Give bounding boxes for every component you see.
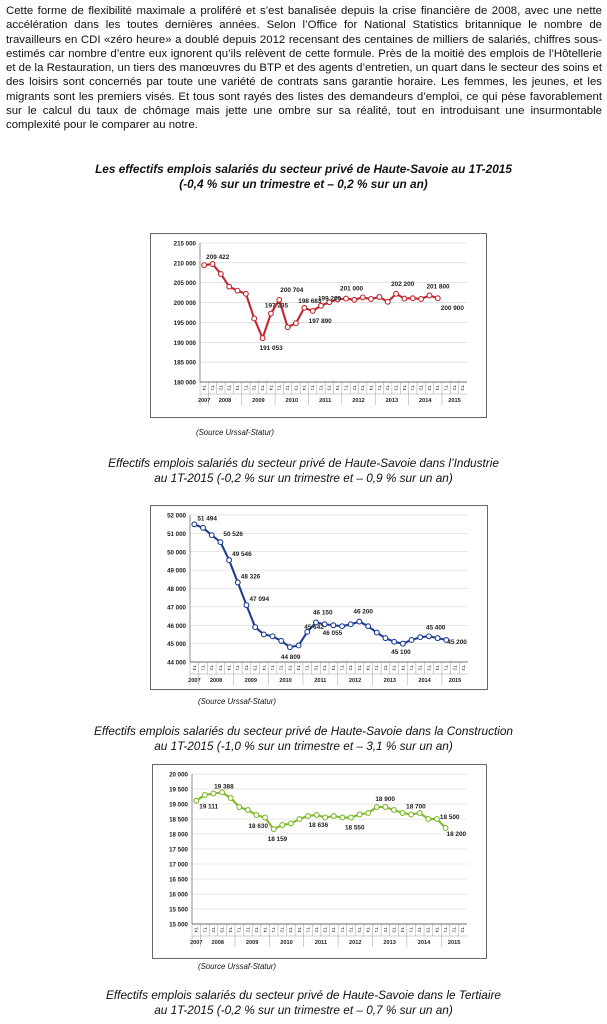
data-label: 18 700 [406,803,426,811]
x-tick-label: T4 [367,385,373,391]
x-tick-label: T1 [441,927,447,933]
x-tick-label: T1 [199,665,205,671]
source-note-industrie: (Source Urssaf-Statur) [198,697,276,706]
x-tick-label: T3 [390,665,396,671]
data-point [366,811,371,816]
year-label: 2010 [280,940,293,946]
data-point [348,622,353,627]
y-tick-label: 44 000 [167,659,186,667]
data-point [253,625,258,630]
y-tick-label: 48 000 [167,586,186,593]
data-point [302,305,307,310]
y-tick-label: 16 500 [169,876,188,884]
x-tick-label: T4 [334,385,340,391]
data-point [237,805,242,810]
data-point [427,634,432,639]
x-tick-label: T3 [292,385,298,391]
data-label: 200 900 [440,305,464,313]
data-point [340,624,345,629]
x-tick-label: T4 [260,665,266,671]
data-label: 18 900 [375,796,395,803]
data-label: 18 200 [446,831,467,838]
data-point [435,636,440,641]
chart-total [150,233,487,418]
x-tick-label: T3 [459,385,465,391]
y-tick-label: 50 000 [167,549,186,557]
data-point [261,632,266,637]
data-point [418,635,423,640]
x-tick-label: T3 [286,665,292,671]
data-point [254,813,259,818]
data-point [360,295,365,300]
data-point [443,826,448,831]
year-label: 2012 [348,678,362,684]
y-tick-label: 16 000 [169,891,188,899]
data-point [235,580,240,585]
data-point [270,634,275,639]
data-point [377,295,382,300]
x-tick-label: T1 [407,665,413,671]
data-point [277,297,282,302]
x-tick-label: T2 [312,665,318,671]
x-tick-label: T4 [329,665,335,671]
x-tick-label: T3 [355,927,361,933]
data-point [228,796,233,801]
x-tick-label: T1 [208,385,214,391]
article-paragraph: Cette forme de flexibilité maximale a proliféré et s’est banalisée depuis la crise financière de 2008, avec une nette accélération dans les toutes dernières années. Selon l’Office for National Statistics britannique le nombre de travailleurs en CDI «zéro heure» a doublé depuis 2012 recensant des centaines de milliers de salariés, chiffres sous-estimés car nombre d’entre eux ignorent qu’ils relèvent de cette formule. Près de la moitié des emplois de l’Hôtellerie et de la Restauration, un tiers des manœuvres du BTP et des agents d’entretien, un quart dans le secteur des soins et des loisirs sont concernés par toute une variété de contrats sans garantie horaire. Les femmes, les jeunes, et les migrants sont les premiers visés. Et tous sont rayés des listes des demandeurs d’emploi, ce qui pèse favorablement sur le calcul du taux de chômage mais jette une ombre sur sa réalité, tout en introduisant une insurmontable complexité pour le comparer au notre. [6,5,602,132]
x-tick-label: T4 [200,385,206,391]
x-tick-label: T4 [190,665,196,671]
data-point [394,291,399,296]
data-label: 19 388 [214,783,234,791]
data-point [409,638,414,643]
x-tick-label: T4 [400,385,406,391]
x-tick-label: T4 [364,665,370,671]
x-tick-label: T1 [342,385,348,391]
data-label: 18 550 [344,824,365,832]
data-point [374,805,379,810]
x-tick-label: T4 [330,927,336,933]
x-tick-label: T4 [300,385,306,391]
y-tick-label: 20 000 [169,771,188,779]
x-tick-label: T2 [347,665,353,671]
x-tick-label: T1 [242,385,248,391]
y-tick-label: 18 500 [169,816,188,824]
data-point [310,309,315,314]
data-point [357,619,362,624]
x-tick-label: T3 [321,927,327,933]
x-tick-label: T3 [392,385,398,391]
x-tick-label: T4 [233,385,239,391]
x-tick-label: T4 [433,927,439,933]
x-tick-label: T2 [381,927,387,933]
x-tick-label: T3 [425,665,431,671]
x-tick-label: T1 [373,665,379,671]
x-tick-label: T2 [278,927,284,933]
data-label: 44 809 [280,654,301,662]
data-label: 201 000 [340,285,364,293]
chart-construction-subtitle: au 1T-2015 (-1,0 % sur un trimestre et – 3,1 % sur un an) [154,739,453,753]
data-point [202,793,207,798]
data-point [417,811,422,816]
data-point [400,811,405,816]
chart-total-title: Les effectifs emplois salariés du secteur privé de Haute-Savoie au 1T-2015 [95,162,512,176]
data-label: 48 326 [240,573,261,581]
y-tick-label: 200 000 [173,300,196,308]
x-tick-label: T2 [244,927,250,933]
x-tick-label: T1 [304,927,310,933]
x-tick-label: T2 [242,665,248,671]
y-tick-label: 45 000 [167,641,186,649]
data-point [314,813,319,818]
source-note-construction: (Source Urssaf-Statur) [198,962,276,971]
x-tick-label: T3 [218,927,224,933]
data-point [331,623,336,628]
x-tick-label: T2 [381,665,387,671]
chart-industrie [150,505,488,690]
x-tick-label: T3 [390,927,396,933]
data-point [296,643,301,648]
year-label: 2010 [285,398,299,404]
year-label: 2009 [245,940,259,946]
data-point [271,827,276,832]
y-tick-label: 18 000 [169,831,188,839]
data-label: 209 422 [206,254,230,262]
data-label: 46 150 [312,609,333,617]
data-point [392,808,397,813]
data-point [402,296,407,301]
y-tick-label: 15 000 [169,921,188,929]
year-label: 2010 [279,678,292,684]
year-label: 2014 [419,398,432,404]
data-point [410,296,415,301]
x-tick-label: T3 [460,665,466,671]
year-label: 2014 [418,678,431,684]
x-tick-label: T3 [425,385,431,391]
x-tick-label: T1 [442,385,448,391]
year-label: 2007 [197,398,211,404]
x-tick-label: T2 [209,927,215,933]
y-tick-label: 49 000 [167,567,186,575]
x-tick-label: T4 [398,927,404,933]
data-point [202,263,207,268]
x-tick-label: T4 [227,927,233,933]
chart-tertiaire-subtitle: au 1T-2015 (-0,2 % sur un trimestre et – 0,7 % sur un an) [154,1003,453,1017]
data-point [218,540,223,545]
x-tick-label: T1 [275,385,281,391]
data-point [383,805,388,810]
x-tick-label: T1 [270,927,276,933]
x-tick-label: T4 [225,665,231,671]
data-point [280,823,285,828]
data-label: 46 055 [322,630,343,638]
x-tick-label: T2 [313,927,319,933]
y-tick-label: 51 000 [167,530,186,538]
data-point [269,311,274,316]
x-tick-label: T3 [321,665,327,671]
data-label: 191 053 [259,345,283,353]
data-label: 197 890 [308,317,332,325]
x-tick-label: T1 [234,665,240,671]
y-tick-label: 19 500 [169,786,188,794]
data-point [392,639,397,644]
data-point [218,272,223,277]
x-tick-label: T3 [287,927,293,933]
x-tick-label: T1 [442,665,448,671]
data-label: 201 800 [426,283,450,291]
data-point [263,815,268,820]
year-label: 2007 [190,940,203,946]
data-label: 19 111 [199,803,219,811]
data-label: 200 704 [280,286,304,294]
x-tick-label: T1 [373,927,379,933]
data-label: 18 159 [267,836,288,844]
y-tick-label: 17 000 [169,861,188,869]
data-label: 202 200 [391,280,415,288]
x-tick-label: T1 [201,927,207,933]
x-tick-label: T3 [359,385,365,391]
data-point [426,817,431,822]
x-tick-label: T1 [268,665,274,671]
year-label: 2011 [314,940,327,946]
data-label: 50 526 [223,531,243,539]
year-label: 2007 [188,678,201,684]
chart-construction [152,764,487,959]
x-tick-label: T2 [450,927,456,933]
x-tick-label: T2 [277,665,283,671]
x-tick-label: T3 [258,385,264,391]
y-tick-label: 185 000 [173,359,196,367]
y-tick-label: 17 500 [169,846,188,854]
data-label: 18 630 [248,823,268,831]
data-label: 45 100 [391,648,411,656]
data-point [340,815,345,820]
chart-industrie-title: Effectifs emplois salariés du secteur privé de Haute-Savoie dans l’Industrie [108,456,499,470]
y-tick-label: 195 000 [173,319,196,327]
data-point [357,812,362,817]
year-label: 2008 [211,940,225,946]
data-point [252,316,257,321]
data-point [427,293,432,298]
x-tick-label: T3 [225,385,231,391]
data-point [369,297,374,302]
x-tick-label: T2 [416,927,422,933]
x-tick-label: T2 [347,927,353,933]
chart-industrie-subtitle: au 1T-2015 (-0,2 % sur un trimestre et – 0,9 % sur un an) [154,471,453,485]
data-label: 18 500 [439,814,460,821]
data-point [227,284,232,289]
data-point [383,636,388,641]
x-tick-label: T1 [407,927,413,933]
data-point [220,790,225,795]
data-label: 18 636 [308,821,329,829]
data-label: 49 546 [232,551,252,559]
chart-tertiaire-title: Effectifs emplois salariés du secteur privé de Haute-Savoie dans le Tertiaire [106,988,501,1002]
data-point [352,297,357,302]
year-label: 2009 [252,398,265,404]
x-tick-label: T4 [295,927,301,933]
year-label: 2013 [383,678,397,684]
year-label: 2015 [448,678,462,684]
data-point [366,624,371,629]
data-point [331,814,336,819]
year-label: 2009 [244,678,258,684]
x-tick-label: T2 [217,385,223,391]
y-tick-label: 19 000 [169,801,188,809]
data-point [235,288,240,293]
x-tick-label: T2 [250,385,256,391]
x-tick-label: T3 [325,385,331,391]
year-label: 2013 [383,940,396,946]
data-label: 51 494 [197,515,217,523]
data-point [279,638,284,643]
data-label: 47 094 [249,596,270,604]
data-point [349,815,354,820]
x-tick-label: T2 [417,385,423,391]
year-label: 2011 [314,678,327,684]
year-label: 2008 [209,678,223,684]
data-point [210,262,215,267]
data-point [288,645,293,650]
y-tick-label: 46 000 [167,622,186,630]
data-point [243,291,248,296]
y-tick-label: 210 000 [173,260,196,268]
chart-total-subtitle: (-0,4 % sur un trimestre et – 0,2 % sur un an) [179,177,428,191]
year-label: 2012 [349,940,362,946]
x-tick-label: T3 [355,665,361,671]
year-label: 2008 [218,398,232,404]
x-tick-label: T2 [284,385,290,391]
year-label: 2013 [385,398,399,404]
data-label: 45 200 [447,638,467,646]
data-point [409,812,414,817]
chart-construction-title: Effectifs emplois salariés du secteur privé de Haute-Savoie dans la Construction [94,724,513,738]
x-tick-label: T4 [192,927,198,933]
x-tick-label: T2 [416,665,422,671]
x-tick-label: T1 [303,665,309,671]
x-tick-label: T4 [399,665,405,671]
x-tick-label: T4 [434,385,440,391]
data-point [419,297,424,302]
data-point [374,630,379,635]
x-tick-label: T2 [317,385,323,391]
data-point [344,296,349,301]
data-label: 45 642 [304,623,324,631]
x-tick-label: T2 [451,665,457,671]
data-point [435,817,440,822]
x-tick-label: T3 [459,927,465,933]
x-tick-label: T4 [261,927,267,933]
year-label: 2014 [417,940,431,946]
data-point [244,603,249,608]
x-tick-label: T1 [338,665,344,671]
y-tick-label: 190 000 [173,339,196,347]
data-point [294,321,299,326]
data-point [211,791,216,796]
x-tick-label: T3 [424,927,430,933]
data-point [260,336,265,341]
x-tick-label: T1 [309,385,315,391]
x-tick-label: T1 [338,927,344,933]
y-tick-label: 205 000 [173,280,196,288]
x-tick-label: T2 [208,665,214,671]
x-tick-label: T3 [216,665,222,671]
y-tick-label: 180 000 [173,379,196,387]
data-point [435,296,440,301]
data-label: 198 683 [298,297,322,305]
x-tick-label: T4 [364,927,370,933]
data-point [288,821,293,826]
data-point [385,299,390,304]
data-point [400,641,405,646]
y-tick-label: 215 000 [173,240,196,248]
x-tick-label: T1 [409,385,415,391]
data-point [245,808,250,813]
y-tick-label: 15 500 [169,906,188,914]
data-point [194,798,199,803]
data-label: 197 235 [264,302,289,310]
year-label: 2015 [447,940,461,946]
year-label: 2015 [448,398,461,404]
year-label: 2012 [352,398,365,404]
x-tick-label: T4 [433,665,439,671]
y-tick-label: 47 000 [167,604,186,612]
x-tick-label: T2 [350,385,356,391]
x-tick-label: T2 [450,385,456,391]
x-tick-label: T4 [294,665,300,671]
data-label: 46 200 [353,608,373,616]
data-point [201,525,206,530]
data-point [297,817,302,822]
x-tick-label: T4 [267,385,273,391]
x-tick-label: T1 [375,385,381,391]
data-label: 199 200 [317,295,342,303]
data-point [209,533,214,538]
source-note-total: (Source Urssaf-Statur) [196,428,274,437]
data-point [323,815,328,820]
y-tick-label: 52 000 [167,512,186,520]
x-tick-label: T3 [251,665,257,671]
data-point [306,814,311,819]
data-point [192,522,197,527]
x-tick-label: T1 [235,927,241,933]
data-label: 45 400 [425,624,446,632]
data-point [227,558,232,563]
x-tick-label: T3 [252,927,258,933]
year-label: 2011 [319,398,332,404]
data-point [285,325,290,330]
x-tick-label: T2 [384,385,390,391]
